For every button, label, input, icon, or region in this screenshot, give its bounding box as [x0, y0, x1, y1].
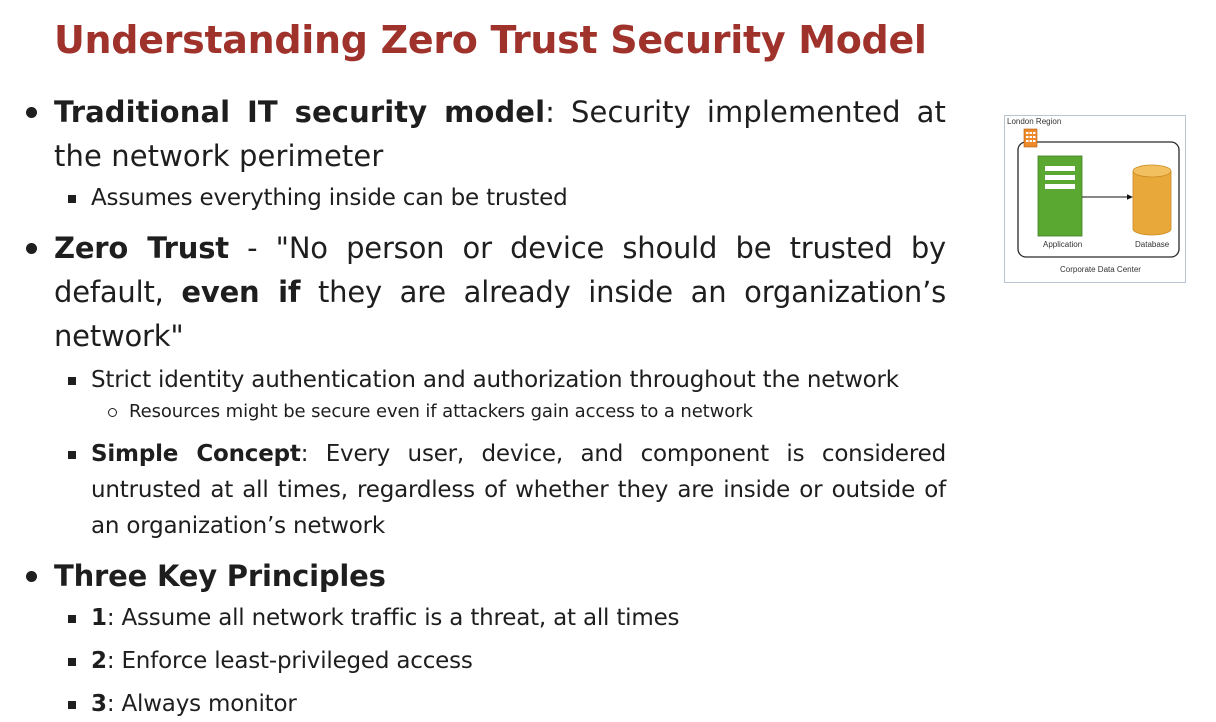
- bullet-zero-trust: [22, 226, 946, 358]
- principle-item: [91, 600, 946, 636]
- slide-body: [22, 90, 946, 722]
- principle-text: : Assume all network traffic is a threat, at all times: [106, 605, 680, 631]
- bullet-lead: Zero Trust: [54, 231, 229, 265]
- sub-bullet-trusted: [91, 180, 946, 216]
- sub-bullet-lead: Simple Concept: [91, 441, 301, 467]
- sub-bullet-text: Assumes everything inside can be trusted: [91, 185, 568, 211]
- bullet-text: - "No person or device should be trusted by default,: [54, 231, 947, 309]
- principle-text: : Enforce least-privileged access: [106, 648, 473, 674]
- bullet-emphasis: even if: [181, 275, 301, 309]
- architecture-diagram: [1004, 115, 1186, 283]
- sub-sub-bullet-resources: [129, 398, 946, 426]
- principle-text: : Always monitor: [106, 691, 297, 717]
- principle-number: 1: [91, 605, 107, 631]
- server-icon: [1038, 156, 1082, 236]
- bullet-lead: Traditional IT security model: [54, 95, 546, 129]
- principle-number: 2: [91, 648, 107, 674]
- data-center-label: Corporate Data Center: [1060, 265, 1141, 274]
- principle-number: 3: [91, 691, 107, 717]
- application-label: Application: [1043, 240, 1083, 249]
- database-icon: [1133, 165, 1171, 235]
- sub-bullet-identity: [91, 362, 946, 398]
- database-label: Database: [1135, 240, 1170, 249]
- diagram-graphics: [1005, 116, 1185, 282]
- principle-item: [91, 686, 946, 722]
- slide-title: Understanding Zero Trust Security Model: [54, 18, 927, 62]
- sub-bullet-text: Strict identity authentication and authorization throughout the network: [91, 367, 899, 393]
- sub-bullet-text: : Every user, device, and component is considered untrusted at all times, regardless of whether they are inside or outside of an organization’s network: [91, 441, 946, 539]
- arrow-icon: [1082, 194, 1133, 199]
- bullet-heading: Three Key Principles: [54, 559, 386, 593]
- principle-item: [91, 643, 946, 679]
- sub-bullet-simple-concept: [91, 436, 946, 544]
- bullet-traditional: [22, 90, 946, 178]
- bullet-text: : Security implemented at the network perimeter: [54, 95, 947, 173]
- building-icon: [1024, 129, 1037, 147]
- sub-sub-bullet-text: Resources might be secure even if attackers gain access to a network: [129, 401, 753, 422]
- region-label: London Region: [1007, 117, 1062, 126]
- bullet-text: they are already inside an organization’s network": [54, 275, 946, 353]
- bullet-principles: [22, 554, 946, 598]
